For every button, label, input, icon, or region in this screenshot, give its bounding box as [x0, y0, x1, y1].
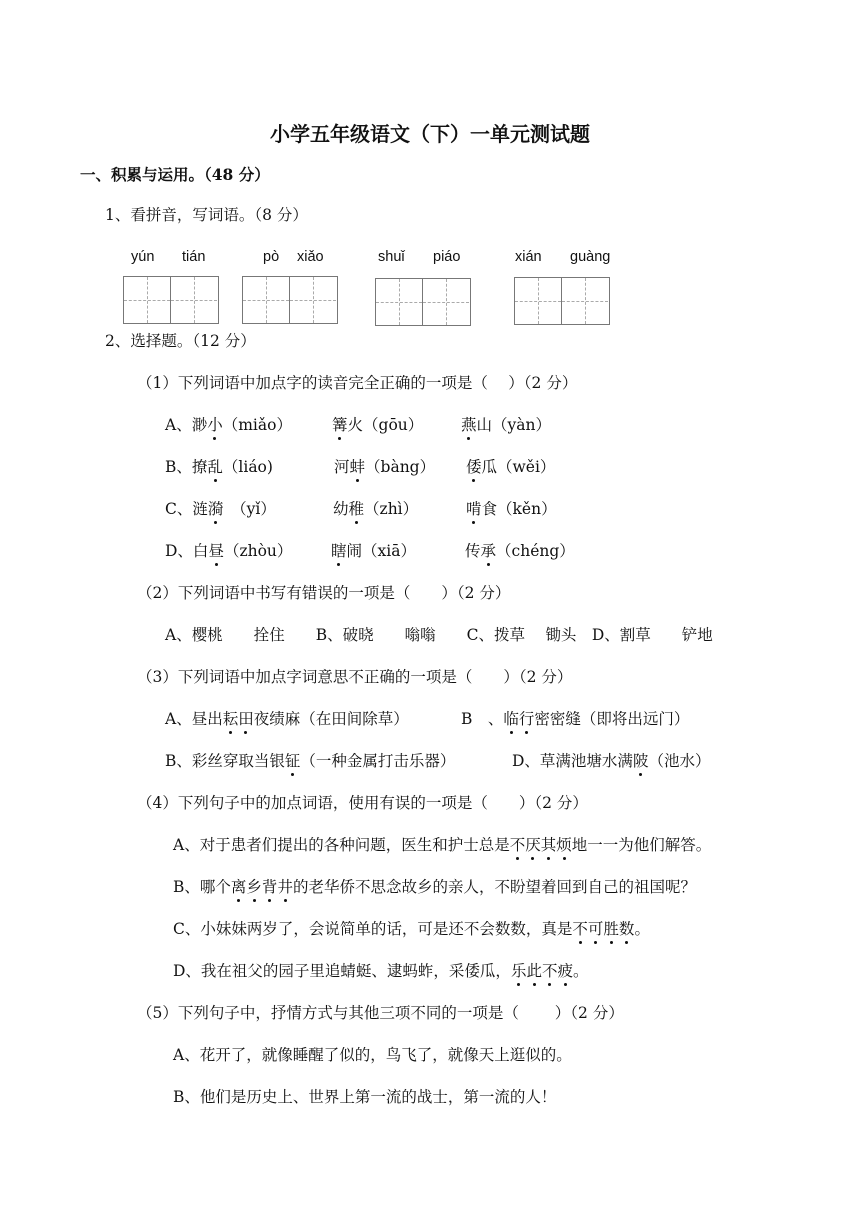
q2-s3-prompt: （3）下列词语中加点字词意思不正确的一项是（ ）（2 分） — [137, 668, 573, 686]
option-row: A、花开了，就像睡醒了似的，鸟飞了，就像天上逛似的。 — [173, 1046, 572, 1064]
option-row: B、撩乱（liáo) — [165, 458, 273, 476]
option-row: 啃食（kěn） — [466, 500, 557, 518]
option-row: C、涟漪 （yǐ） — [165, 500, 276, 518]
q2-s2-prompt: （2）下列词语中书写有错误的一项是（ ）（2 分） — [137, 584, 511, 602]
pinyin: xián — [515, 249, 542, 265]
option-row: C、小妹妹两岁了，会说简单的话，可是还不会数数，真是不可胜数。 — [173, 920, 650, 938]
writing-grid[interactable] — [242, 276, 338, 324]
q2-s1-prompt: （1）下列词语中加点字的读音完全正确的一项是（ ）（2 分） — [137, 374, 578, 392]
q2-label: 2、选择题。（12 分） — [105, 332, 256, 350]
option-row: B、彩丝穿取当银钲（一种金属打击乐器） — [165, 752, 456, 770]
pinyin: xiǎo — [297, 249, 324, 265]
option-row: D、我在祖父的园子里追蜻蜓、逮蚂蚱，采倭瓜，乐此不疲。 — [173, 962, 589, 980]
writing-grid[interactable] — [375, 278, 471, 326]
option-row: A、渺小（miǎo） — [165, 416, 292, 434]
writing-grid[interactable] — [514, 277, 610, 325]
option-row: 河蚌（bàng） — [334, 458, 436, 476]
option-row: 瞎闹（xiā） — [331, 542, 416, 560]
option-row: 篝火（gōu） — [332, 416, 424, 434]
option-row: B、他们是历史上、世界上第一流的战士，第一流的人！ — [173, 1088, 557, 1106]
writing-grid[interactable] — [123, 276, 219, 324]
pinyin: pò — [263, 249, 280, 265]
option-row: 倭瓜（wěi） — [466, 458, 556, 476]
pinyin: yún — [131, 249, 155, 265]
q1-label: 1、看拼音，写词语。（8 分） — [105, 206, 308, 224]
pinyin: shuǐ — [378, 249, 405, 265]
pinyin: tián — [182, 249, 206, 265]
option-row: A、对于患者们提出的各种问题，医生和护士总是不厌其烦地一一为他们解答。 — [173, 836, 712, 854]
q2-s2-options: A、樱桃 拴住 B、破晓 嗡嗡 C、拨草 锄头 D、割草 铲地 — [165, 626, 713, 644]
section-heading: 一、积累与运用。（48 分） — [80, 165, 270, 184]
option-row: 传承（chéng） — [465, 542, 575, 560]
pinyin: piáo — [433, 249, 461, 265]
option-row: D、白昼（zhòu） — [165, 542, 293, 560]
page-title: 小学五年级语文（下）一单元测试题 — [270, 122, 590, 146]
option-row: B、哪个离乡背井的老华侨不思念故乡的亲人，不盼望着回到自己的祖国呢？ — [173, 878, 696, 896]
option-row: A、昼出耘田夜绩麻（在田间除草） — [165, 710, 409, 728]
option-row: 幼稚（zhì） — [333, 500, 419, 518]
pinyin: guàng — [570, 249, 611, 265]
option-row: D、草满池塘水满陂（池水） — [512, 752, 711, 770]
option-row: B 、临行密密缝（即将出远门） — [461, 710, 690, 728]
q2-s5-prompt: （5）下列句子中，抒情方式与其他三项不同的一项是（ ）（2 分） — [137, 1004, 624, 1022]
option-row: 燕山（yàn） — [461, 416, 551, 434]
q2-s4-prompt: （4）下列句子中的加点词语，使用有误的一项是（ ）（2 分） — [137, 794, 588, 812]
